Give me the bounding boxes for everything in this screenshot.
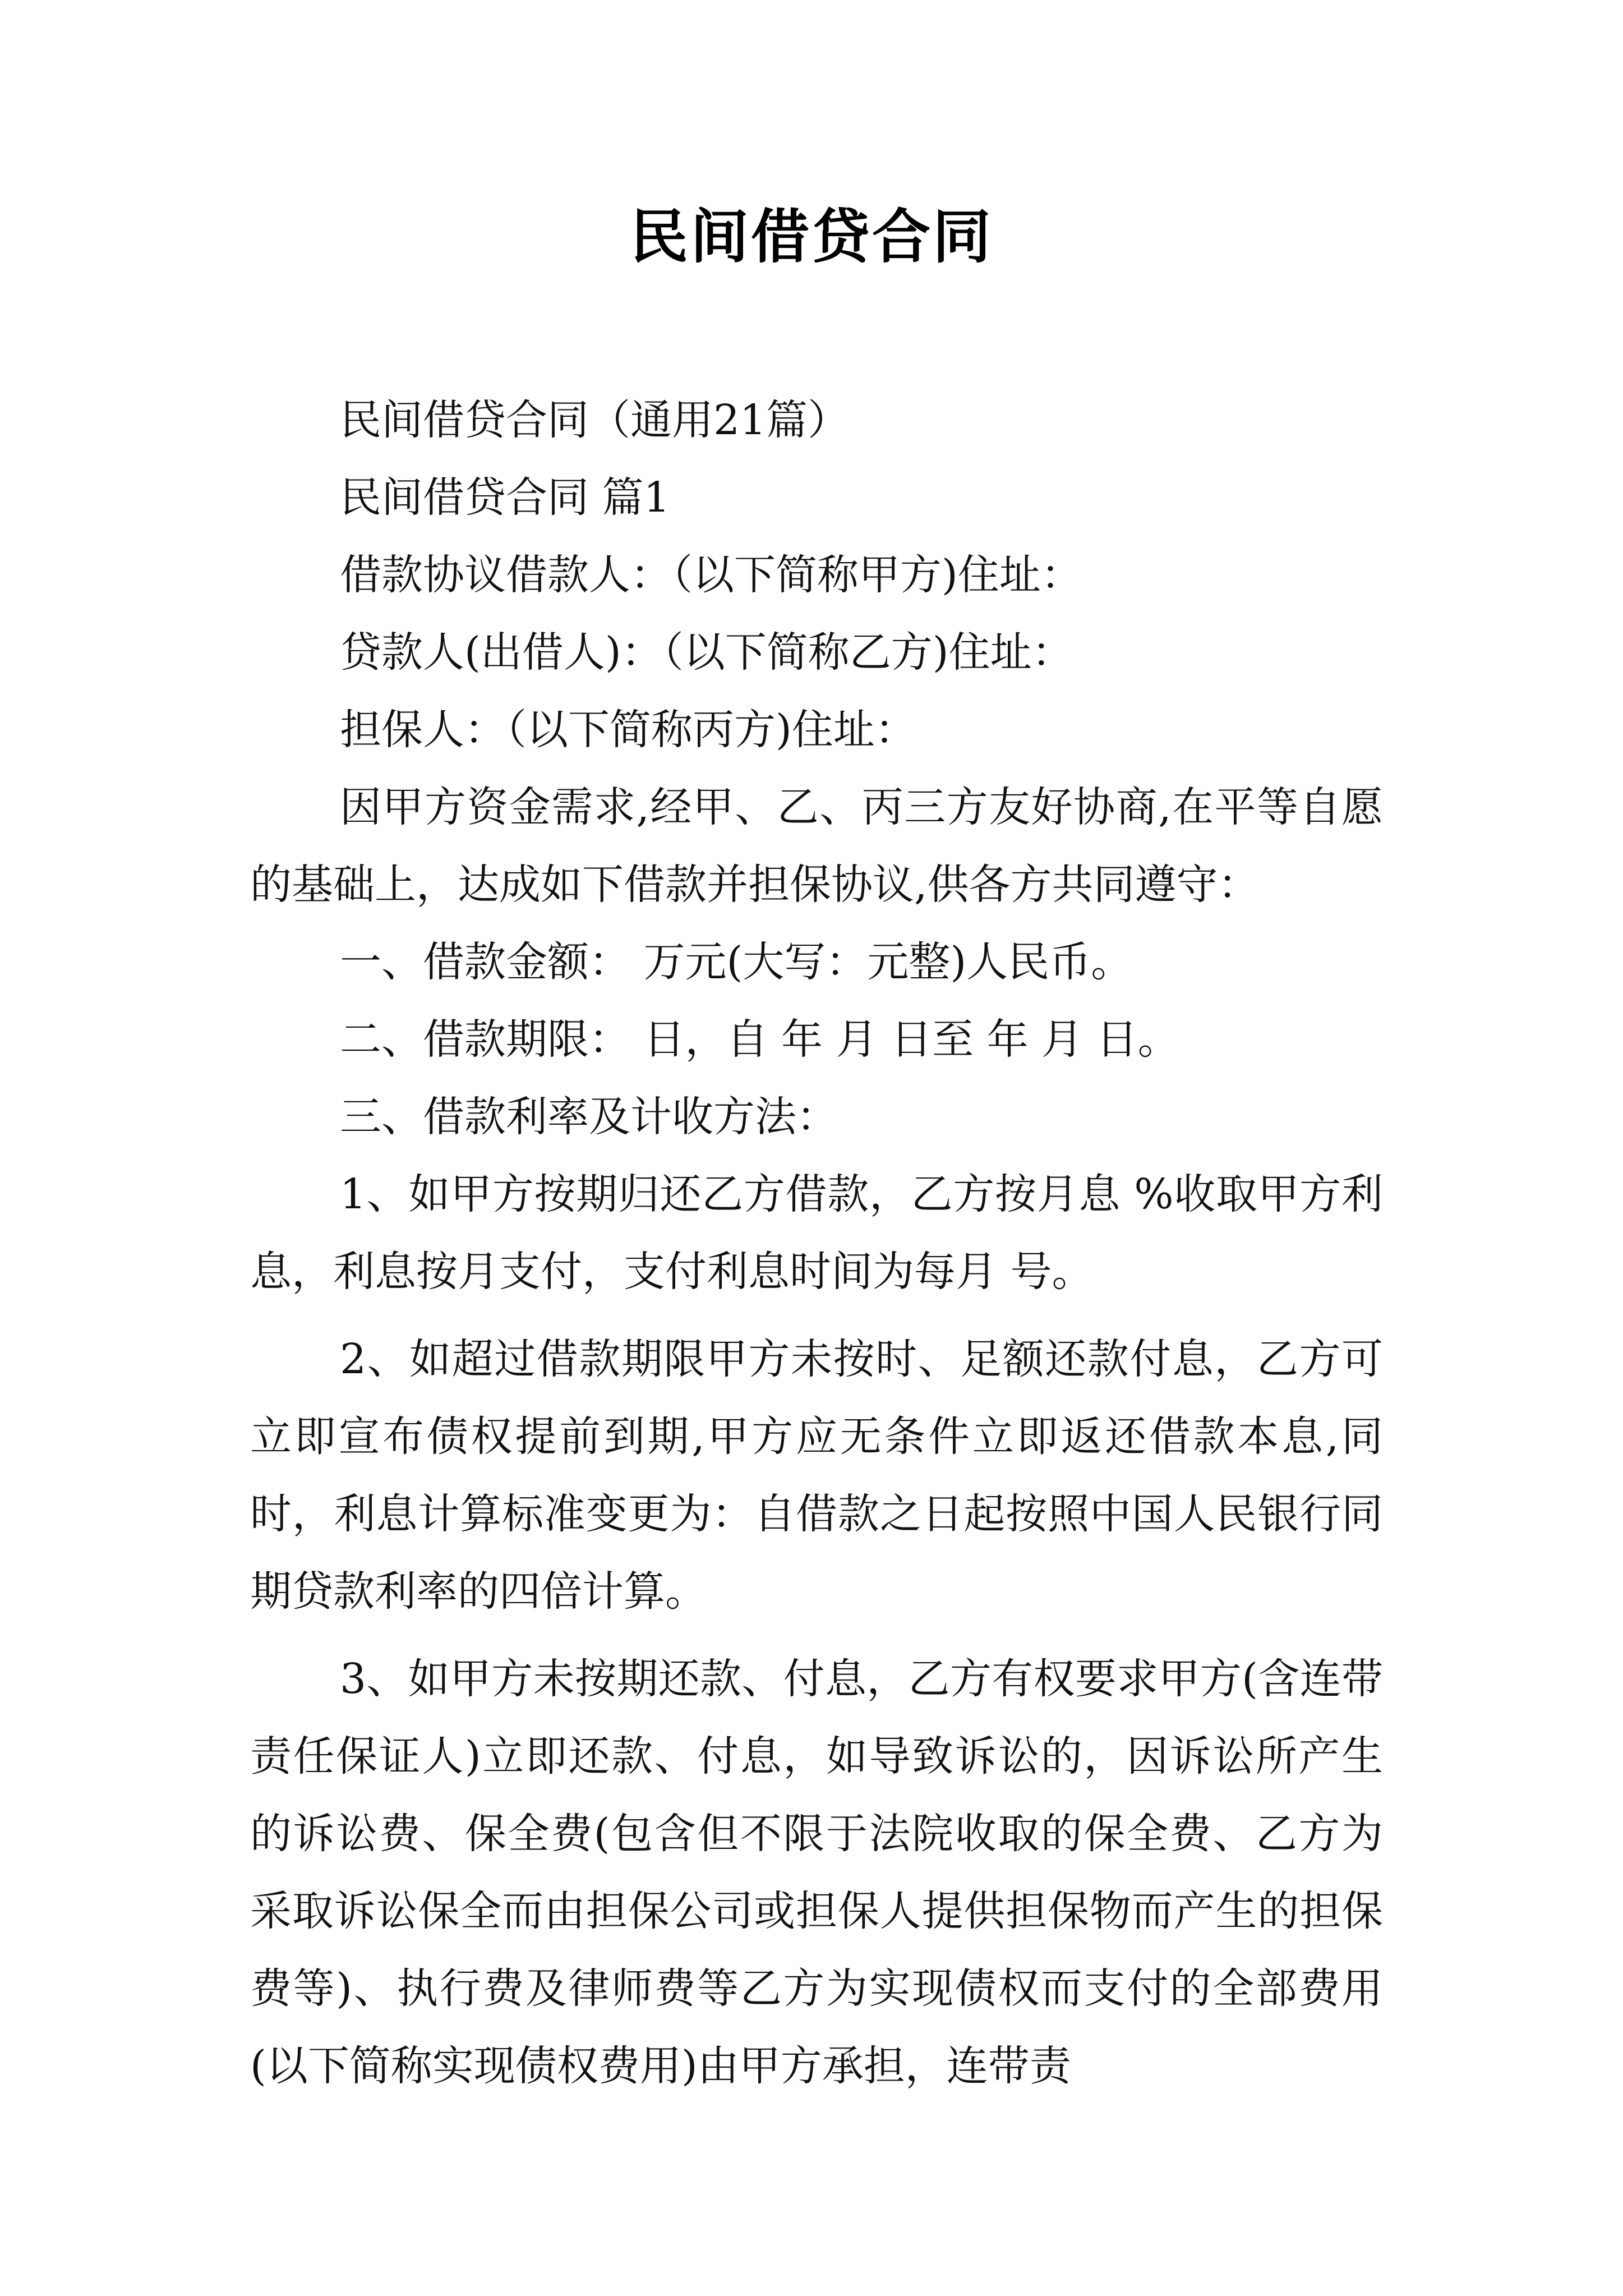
- paragraph-lender: 贷款人(出借人)：（以下简称乙方)住址：: [340, 628, 1073, 677]
- paragraph-clause-interest: 三、借款利率及计收方法：: [340, 1093, 838, 1141]
- paragraph-borrower: 借款协议借款人：（以下简称甲方)住址：: [340, 551, 1082, 599]
- paragraph-item-2: 2、如超过借款期限甲方未按时、足额还款付息，乙方可立即宣布债权提前到期,甲方应无条件立即返还借款本息,同时，利息计算标准变更为：自借款之日起按照中国人民银行同期贷款利率的四倍计算。: [250, 1335, 1383, 1616]
- paragraph-item-3: 3、如甲方未按期还款、付息，乙方有权要求甲方(含连带责任保证人)立即还款、付息，如导致诉讼的，因诉讼所产生的诉讼费、保全费(包含但不限于法院收取的保全费、乙方为采取诉讼保全而由担保公司或担保人提供担保物而产生的担保费等)、执行费及律师费等乙方为实现债权而支付的全部费用(以下简称实现债权费用)由甲方承担，连带责: [250, 1655, 1383, 2090]
- paragraph-item-1: 1、如甲方按期归还乙方借款，乙方按月息 %收取甲方利息，利息按月支付，支付利息时间为每月 号。: [250, 1170, 1383, 1296]
- paragraph-clause-term: 二、借款期限： 日，自 年 月 日至 年 月 日。: [340, 1015, 1179, 1064]
- paragraph-collection-title: 民间借贷合同（通用21篇）: [340, 396, 850, 444]
- paragraph-guarantor: 担保人：（以下简称丙方)住址：: [340, 706, 916, 754]
- document-body: [250, 381, 1383, 2105]
- paragraph-clause-amount: 一、借款金额： 万元(大写：元整)人民币。: [340, 938, 1133, 986]
- paragraph-preamble: 因甲方资金需求,经甲、乙、丙三方友好协商,在平等自愿的基础上，达成如下借款并担保协议,供各方共同遵守：: [250, 783, 1383, 909]
- document-title: 民间借贷合同: [629, 203, 993, 271]
- paragraph-section-heading: 民间借贷合同 篇1: [340, 473, 670, 522]
